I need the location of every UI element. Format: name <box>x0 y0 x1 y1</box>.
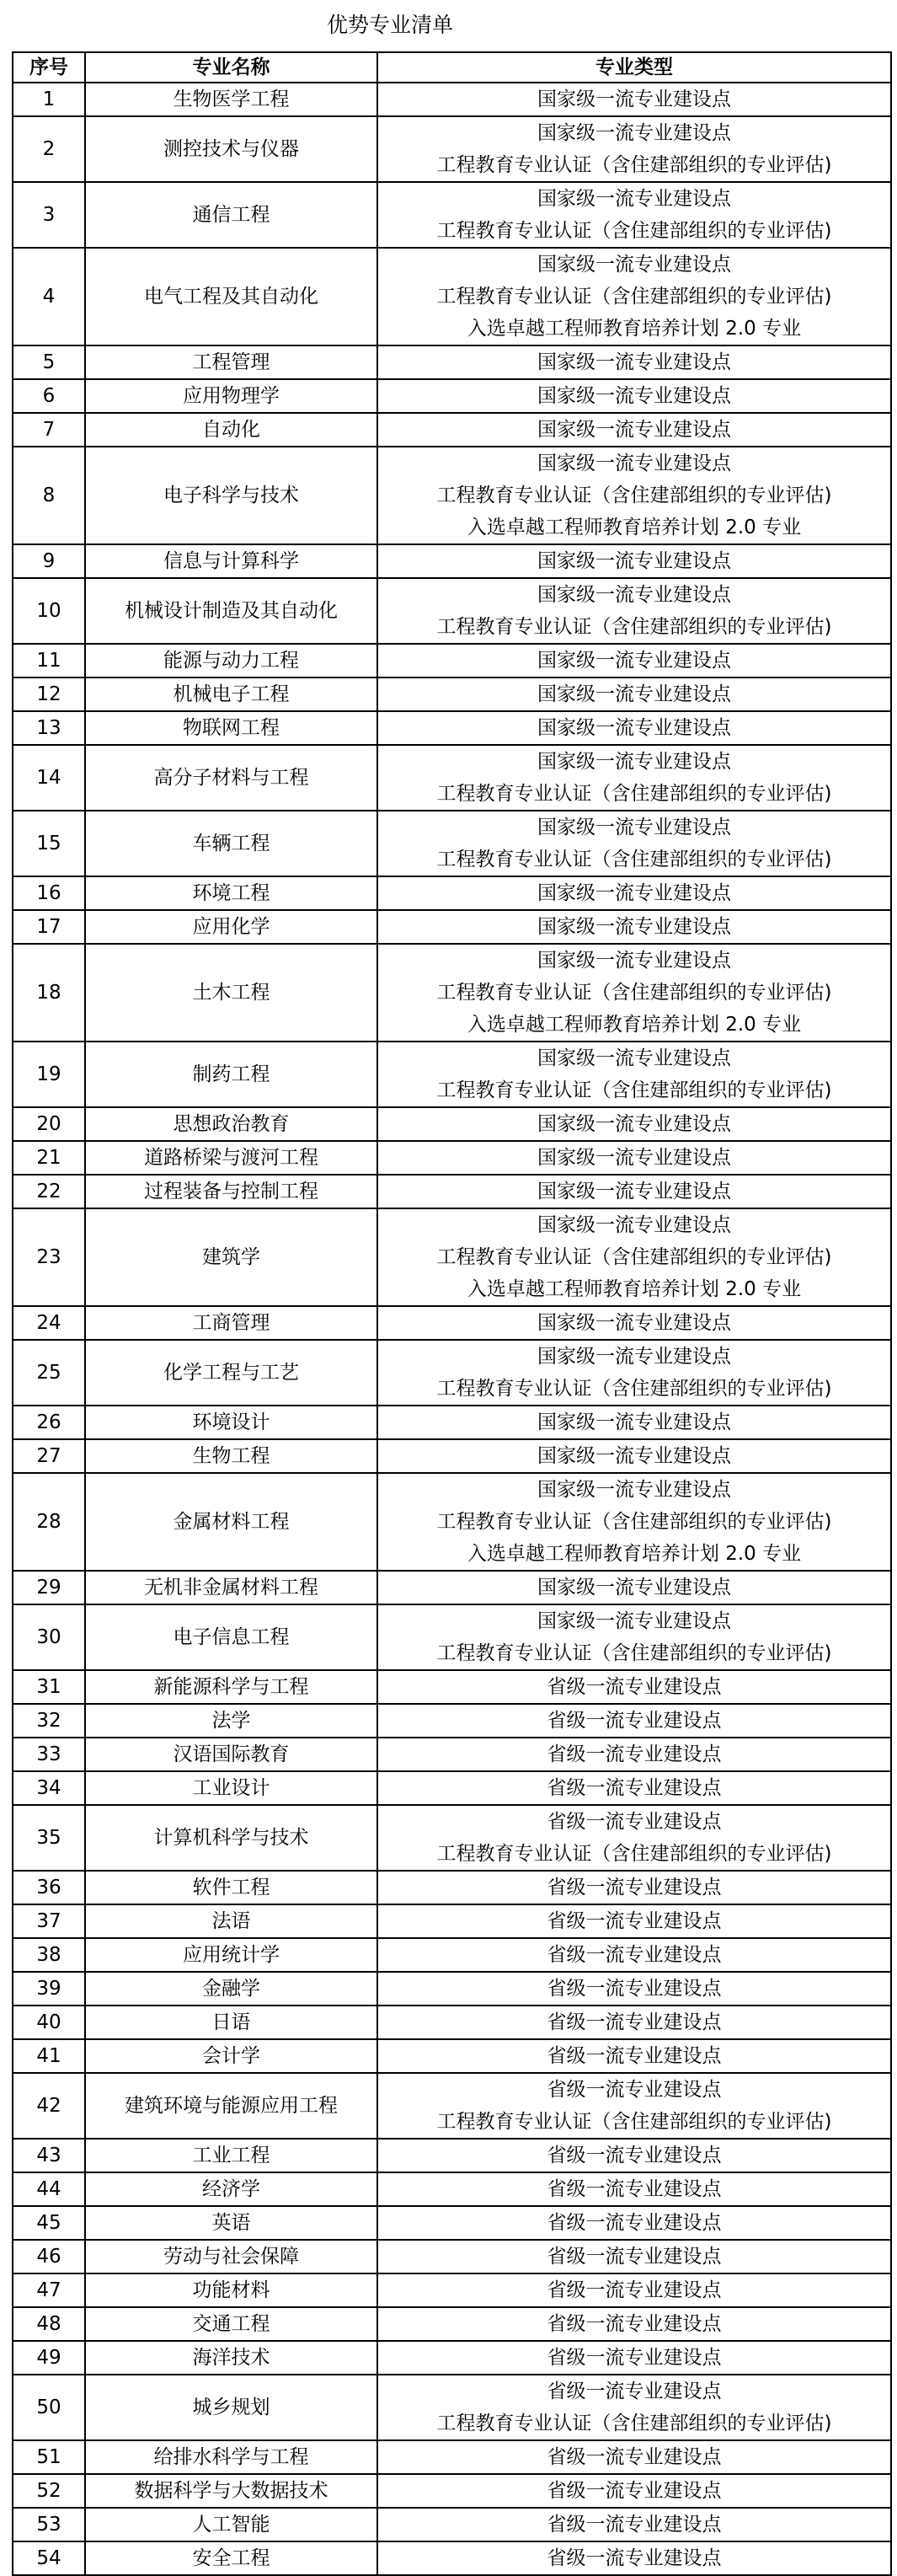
table-row <box>13 1439 891 1473</box>
major-name: 应用物理学 <box>85 379 377 413</box>
header-major-name: 专业名称 <box>85 52 377 83</box>
major-type <box>377 2375 891 2440</box>
table-row <box>13 182 891 248</box>
major-type-line: 入选卓越工程师教育培养计划 2.0 专业 <box>467 1543 802 1565</box>
table-row <box>13 1306 891 1340</box>
major-type-line: 工程教育专业认证（含住建部组织的专业评估) <box>436 485 832 506</box>
major-name: 物联网工程 <box>85 711 377 745</box>
major-type <box>377 1972 891 2006</box>
major-name: 软件工程 <box>85 1871 377 1904</box>
major-name: 信息与计算科学 <box>85 544 377 578</box>
major-type <box>377 2508 891 2541</box>
table-row <box>13 1938 891 1972</box>
table-row <box>13 811 891 876</box>
major-type-line: 工程教育专业认证（含住建部组织的专业评估) <box>436 1642 832 1664</box>
major-name: 经济学 <box>85 2172 377 2206</box>
major-type-line: 省级一流专业建设点 <box>547 2480 722 2502</box>
major-name: 法语 <box>85 1904 377 1938</box>
table-row <box>13 2039 891 2073</box>
major-name: 电气工程及其自动化 <box>85 248 377 345</box>
row-index: 45 <box>13 2206 85 2240</box>
major-type-line: 省级一流专业建设点 <box>547 1811 722 1833</box>
major-type-line: 国家级一流专业建设点 <box>537 385 731 407</box>
major-type-line: 国家级一流专业建设点 <box>537 751 731 773</box>
table-row <box>13 447 891 544</box>
major-type-line: 工程教育专业认证（含住建部组织的专业评估) <box>436 2413 832 2434</box>
table-row <box>13 578 891 644</box>
major-name: 给排水科学与工程 <box>85 2440 377 2474</box>
row-index: 28 <box>13 1473 85 1571</box>
row-index: 20 <box>13 1107 85 1141</box>
major-name: 环境设计 <box>85 1406 377 1439</box>
major-name: 计算机科学与技术 <box>85 1805 377 1871</box>
major-type <box>377 2039 891 2073</box>
major-type <box>377 1306 891 1340</box>
table-row <box>13 379 891 413</box>
major-name: 测控技术与仪器 <box>85 116 377 182</box>
major-type-line: 工程教育专业认证（含住建部组织的专业评估) <box>436 1246 832 1268</box>
major-type-line: 国家级一流专业建设点 <box>537 1047 731 1069</box>
row-index: 26 <box>13 1406 85 1439</box>
major-type-line: 国家级一流专业建设点 <box>537 1181 731 1202</box>
major-type <box>377 2307 891 2341</box>
major-type <box>377 644 891 677</box>
row-index: 48 <box>13 2307 85 2341</box>
major-type-line: 国家级一流专业建设点 <box>537 1113 731 1135</box>
major-name: 思想政治教育 <box>85 1107 377 1141</box>
major-type <box>377 544 891 578</box>
major-name: 车辆工程 <box>85 811 377 876</box>
major-name: 劳动与社会保障 <box>85 2240 377 2273</box>
major-type-line: 工程教育专业认证（含住建部组织的专业评估) <box>436 1843 832 1865</box>
major-type <box>377 1904 891 1938</box>
table-row <box>13 1972 891 2006</box>
major-name: 海洋技术 <box>85 2341 377 2375</box>
major-type-line: 国家级一流专业建设点 <box>537 882 731 904</box>
table-row <box>13 644 891 677</box>
table-row <box>13 1107 891 1141</box>
row-index: 19 <box>13 1042 85 1107</box>
major-type-line: 国家级一流专业建设点 <box>537 1445 731 1467</box>
major-type <box>377 2206 891 2240</box>
major-type-line: 国家级一流专业建设点 <box>537 817 731 838</box>
major-type-line: 省级一流专业建设点 <box>547 1676 722 1698</box>
row-index: 38 <box>13 1938 85 1972</box>
row-index: 50 <box>13 2375 85 2440</box>
major-type-line: 入选卓越工程师教育培养计划 2.0 专业 <box>467 318 802 340</box>
major-name: 应用统计学 <box>85 1938 377 1972</box>
row-index: 22 <box>13 1175 85 1208</box>
major-type-line: 省级一流专业建设点 <box>547 1743 722 1765</box>
major-type-line: 国家级一流专业建设点 <box>537 683 731 705</box>
row-index: 24 <box>13 1306 85 1340</box>
major-name: 工商管理 <box>85 1306 377 1340</box>
major-type <box>377 711 891 745</box>
row-index: 51 <box>13 2440 85 2474</box>
table-row <box>13 1704 891 1738</box>
table-row <box>13 83 891 116</box>
major-type <box>377 2541 891 2575</box>
table-row <box>13 2375 891 2440</box>
major-type-line: 国家级一流专业建设点 <box>537 650 731 672</box>
major-type-line: 入选卓越工程师教育培养计划 2.0 专业 <box>467 1278 802 1300</box>
major-type <box>377 745 891 811</box>
row-index: 11 <box>13 644 85 677</box>
major-type-line: 入选卓越工程师教育培养计划 2.0 专业 <box>467 517 802 538</box>
major-type-line: 国家级一流专业建设点 <box>537 122 731 144</box>
major-name: 无机非金属材料工程 <box>85 1571 377 1604</box>
major-type-line: 工程教育专业认证（含住建部组织的专业评估) <box>436 616 832 638</box>
table-row <box>13 1208 891 1306</box>
major-name: 工业工程 <box>85 2139 377 2172</box>
major-type-line: 国家级一流专业建设点 <box>537 188 731 210</box>
table-row <box>13 2541 891 2575</box>
major-type-line: 省级一流专业建设点 <box>547 2514 722 2536</box>
major-name: 金属材料工程 <box>85 1473 377 1571</box>
row-index: 17 <box>13 910 85 944</box>
major-type-line: 省级一流专业建设点 <box>547 2212 722 2234</box>
table-row <box>13 1871 891 1904</box>
major-type <box>377 248 891 345</box>
row-index: 46 <box>13 2240 85 2273</box>
major-name: 建筑学 <box>85 1208 377 1306</box>
header-major-type: 专业类型 <box>377 52 891 83</box>
major-name: 安全工程 <box>85 2541 377 2575</box>
major-type <box>377 876 891 910</box>
major-type <box>377 1670 891 1704</box>
major-type-line: 省级一流专业建设点 <box>547 1777 722 1799</box>
row-index: 10 <box>13 578 85 644</box>
major-name: 应用化学 <box>85 910 377 944</box>
major-type-line: 国家级一流专业建设点 <box>537 1214 731 1236</box>
major-type <box>377 910 891 944</box>
table-row <box>13 2240 891 2273</box>
major-type <box>377 578 891 644</box>
major-type-line: 国家级一流专业建设点 <box>537 717 731 739</box>
major-name: 人工智能 <box>85 2508 377 2541</box>
major-name: 建筑环境与能源应用工程 <box>85 2073 377 2139</box>
row-index: 8 <box>13 447 85 544</box>
major-type-line: 省级一流专业建设点 <box>547 1877 722 1899</box>
major-type-line: 省级一流专业建设点 <box>547 2313 722 2335</box>
major-type-line: 国家级一流专业建设点 <box>537 1411 731 1433</box>
major-type <box>377 944 891 1042</box>
major-type-line: 工程教育专业认证（含住建部组织的专业评估) <box>436 2111 832 2133</box>
major-type <box>377 1406 891 1439</box>
major-name: 机械电子工程 <box>85 677 377 711</box>
table-row <box>13 944 891 1042</box>
major-type <box>377 1604 891 1670</box>
major-type <box>377 1175 891 1208</box>
major-type-line: 国家级一流专业建设点 <box>537 1577 731 1599</box>
major-type <box>377 116 891 182</box>
row-index: 41 <box>13 2039 85 2073</box>
majors-table <box>12 51 892 2576</box>
major-type <box>377 2474 891 2508</box>
major-type <box>377 447 891 544</box>
row-index: 30 <box>13 1604 85 1670</box>
row-index: 3 <box>13 182 85 248</box>
row-index: 12 <box>13 677 85 711</box>
major-type <box>377 2172 891 2206</box>
major-type <box>377 1141 891 1175</box>
row-index: 54 <box>13 2541 85 2575</box>
row-index: 14 <box>13 745 85 811</box>
major-type-line: 工程教育专业认证（含住建部组织的专业评估) <box>436 154 832 176</box>
row-index: 42 <box>13 2073 85 2139</box>
major-type <box>377 2006 891 2039</box>
table-row <box>13 711 891 745</box>
major-name: 会计学 <box>85 2039 377 2073</box>
major-name: 自动化 <box>85 413 377 447</box>
major-name: 电子信息工程 <box>85 1604 377 1670</box>
table-row <box>13 677 891 711</box>
major-name: 日语 <box>85 2006 377 2039</box>
major-type <box>377 2440 891 2474</box>
major-type <box>377 1771 891 1805</box>
table-row <box>13 248 891 345</box>
row-index: 37 <box>13 1904 85 1938</box>
table-row <box>13 413 891 447</box>
major-type <box>377 2073 891 2139</box>
row-index: 9 <box>13 544 85 578</box>
row-index: 53 <box>13 2508 85 2541</box>
major-type-line: 国家级一流专业建设点 <box>537 1610 731 1632</box>
major-type <box>377 2139 891 2172</box>
table-row <box>13 1175 891 1208</box>
major-type-line: 省级一流专业建设点 <box>547 1710 722 1732</box>
major-name: 英语 <box>85 2206 377 2240</box>
table-row <box>13 2307 891 2341</box>
row-index: 4 <box>13 248 85 345</box>
major-type-line: 国家级一流专业建设点 <box>537 950 731 972</box>
major-name: 道路桥梁与渡河工程 <box>85 1141 377 1175</box>
major-type-line: 省级一流专业建设点 <box>547 2246 722 2268</box>
table-row <box>13 1473 891 1571</box>
table-row <box>13 1340 891 1406</box>
row-index: 29 <box>13 1571 85 1604</box>
row-index: 16 <box>13 876 85 910</box>
major-type <box>377 1805 891 1871</box>
table-row <box>13 2206 891 2240</box>
major-type <box>377 1107 891 1141</box>
row-index: 5 <box>13 345 85 379</box>
major-name: 电子科学与技术 <box>85 447 377 544</box>
major-type <box>377 379 891 413</box>
major-name: 化学工程与工艺 <box>85 1340 377 1406</box>
major-type-line: 省级一流专业建设点 <box>547 1910 722 1932</box>
major-type-line: 工程教育专业认证（含住建部组织的专业评估) <box>436 849 832 870</box>
major-name: 法学 <box>85 1704 377 1738</box>
major-type-line: 省级一流专业建设点 <box>547 2446 722 2468</box>
row-index: 6 <box>13 379 85 413</box>
major-name: 环境工程 <box>85 876 377 910</box>
major-type-line: 省级一流专业建设点 <box>547 2178 722 2200</box>
major-type <box>377 2341 891 2375</box>
major-type-line: 入选卓越工程师教育培养计划 2.0 专业 <box>467 1014 802 1036</box>
table-row <box>13 2073 891 2139</box>
row-index: 33 <box>13 1738 85 1771</box>
table-row <box>13 1141 891 1175</box>
major-type <box>377 1473 891 1571</box>
table-row <box>13 2474 891 2508</box>
major-type-line: 国家级一流专业建设点 <box>537 419 731 441</box>
table-row <box>13 1805 891 1871</box>
row-index: 15 <box>13 811 85 876</box>
major-type-line: 工程教育专业认证（含住建部组织的专业评估) <box>436 783 832 805</box>
major-type-line: 工程教育专业认证（含住建部组织的专业评估) <box>436 982 832 1004</box>
table-row <box>13 2508 891 2541</box>
major-name: 工程管理 <box>85 345 377 379</box>
major-name: 城乡规划 <box>85 2375 377 2440</box>
major-name: 土木工程 <box>85 944 377 1042</box>
major-type-line: 省级一流专业建设点 <box>547 2045 722 2067</box>
major-type-line: 工程教育专业认证（含住建部组织的专业评估) <box>436 1378 832 1400</box>
major-type <box>377 1571 891 1604</box>
major-type <box>377 345 891 379</box>
row-index: 31 <box>13 1670 85 1704</box>
table-body <box>13 83 891 2575</box>
row-index: 21 <box>13 1141 85 1175</box>
major-name: 工业设计 <box>85 1771 377 1805</box>
major-type <box>377 1871 891 1904</box>
row-index: 7 <box>13 413 85 447</box>
row-index: 27 <box>13 1439 85 1473</box>
row-index: 52 <box>13 2474 85 2508</box>
row-index: 40 <box>13 2006 85 2039</box>
row-index: 35 <box>13 1805 85 1871</box>
major-type-line: 省级一流专业建设点 <box>547 2079 722 2101</box>
table-header-row <box>13 52 891 83</box>
major-name: 功能材料 <box>85 2273 377 2307</box>
major-type <box>377 1938 891 1972</box>
major-type <box>377 1042 891 1107</box>
major-type-line: 国家级一流专业建设点 <box>537 351 731 373</box>
major-name: 过程装备与控制工程 <box>85 1175 377 1208</box>
major-type-line: 工程教育专业认证（含住建部组织的专业评估) <box>436 220 832 242</box>
row-index: 25 <box>13 1340 85 1406</box>
table-row <box>13 544 891 578</box>
major-name: 生物工程 <box>85 1439 377 1473</box>
major-type-line: 国家级一流专业建设点 <box>537 916 731 938</box>
row-index: 23 <box>13 1208 85 1306</box>
major-name: 金融学 <box>85 1972 377 2006</box>
major-type <box>377 677 891 711</box>
major-type-line: 省级一流专业建设点 <box>547 1978 722 2000</box>
row-index: 32 <box>13 1704 85 1738</box>
major-type <box>377 1439 891 1473</box>
table-row <box>13 1604 891 1670</box>
major-type-line: 国家级一流专业建设点 <box>537 1479 731 1501</box>
table-row <box>13 2006 891 2039</box>
major-type-line: 国家级一流专业建设点 <box>537 1147 731 1169</box>
major-type-line: 省级一流专业建设点 <box>547 2011 722 2033</box>
row-index: 47 <box>13 2273 85 2307</box>
major-type <box>377 811 891 876</box>
table-row <box>13 1904 891 1938</box>
major-type <box>377 1208 891 1306</box>
major-type-line: 工程教育专业认证（含住建部组织的专业评估) <box>436 286 832 308</box>
table-row <box>13 910 891 944</box>
row-index: 44 <box>13 2172 85 2206</box>
major-type <box>377 182 891 248</box>
table-row <box>13 2172 891 2206</box>
major-type-line: 国家级一流专业建设点 <box>537 88 731 110</box>
major-type-line: 工程教育专业认证（含住建部组织的专业评估) <box>436 1079 832 1101</box>
table-row <box>13 2341 891 2375</box>
row-index: 1 <box>13 83 85 116</box>
major-name: 汉语国际教育 <box>85 1738 377 1771</box>
table-row <box>13 1738 891 1771</box>
major-type <box>377 2273 891 2307</box>
row-index: 2 <box>13 116 85 182</box>
table-row <box>13 1571 891 1604</box>
major-name: 制药工程 <box>85 1042 377 1107</box>
major-name: 机械设计制造及其自动化 <box>85 578 377 644</box>
major-type <box>377 1704 891 1738</box>
table-row <box>13 1670 891 1704</box>
major-type-line: 工程教育专业认证（含住建部组织的专业评估) <box>436 1511 832 1533</box>
major-name: 能源与动力工程 <box>85 644 377 677</box>
table-row <box>13 2440 891 2474</box>
row-index: 13 <box>13 711 85 745</box>
major-type-line: 省级一流专业建设点 <box>547 1944 722 1966</box>
major-type <box>377 1738 891 1771</box>
major-type <box>377 1340 891 1406</box>
row-index: 49 <box>13 2341 85 2375</box>
major-type <box>377 83 891 116</box>
major-name: 交通工程 <box>85 2307 377 2341</box>
major-type <box>377 2240 891 2273</box>
row-index: 43 <box>13 2139 85 2172</box>
major-type-line: 省级一流专业建设点 <box>547 2145 722 2166</box>
major-name: 高分子材料与工程 <box>85 745 377 811</box>
major-name: 通信工程 <box>85 182 377 248</box>
row-index: 18 <box>13 944 85 1042</box>
major-type-line: 省级一流专业建设点 <box>547 2347 722 2369</box>
major-type-line: 省级一流专业建设点 <box>547 2547 722 2569</box>
major-name: 生物医学工程 <box>85 83 377 116</box>
major-name: 数据科学与大数据技术 <box>85 2474 377 2508</box>
major-name: 新能源科学与工程 <box>85 1670 377 1704</box>
major-type-line: 国家级一流专业建设点 <box>537 1346 731 1368</box>
major-type-line: 国家级一流专业建设点 <box>537 1312 731 1334</box>
major-type-line: 省级一流专业建设点 <box>547 2381 722 2402</box>
table-row <box>13 345 891 379</box>
table-row <box>13 745 891 811</box>
row-index: 39 <box>13 1972 85 2006</box>
major-type-line: 国家级一流专业建设点 <box>537 550 731 572</box>
row-index: 36 <box>13 1871 85 1904</box>
table-row <box>13 1771 891 1805</box>
document-title: 优势专业清单 <box>327 13 454 37</box>
row-index: 34 <box>13 1771 85 1805</box>
table-row <box>13 1406 891 1439</box>
header-index: 序号 <box>13 52 85 83</box>
major-type-line: 国家级一流专业建设点 <box>537 254 731 276</box>
major-type <box>377 413 891 447</box>
major-type-line: 国家级一流专业建设点 <box>537 584 731 606</box>
table-row <box>13 2139 891 2172</box>
table-row <box>13 2273 891 2307</box>
table-row <box>13 116 891 182</box>
table-row <box>13 1042 891 1107</box>
major-type-line: 国家级一流专业建设点 <box>537 453 731 474</box>
table-row <box>13 876 891 910</box>
major-type-line: 省级一流专业建设点 <box>547 2279 722 2301</box>
